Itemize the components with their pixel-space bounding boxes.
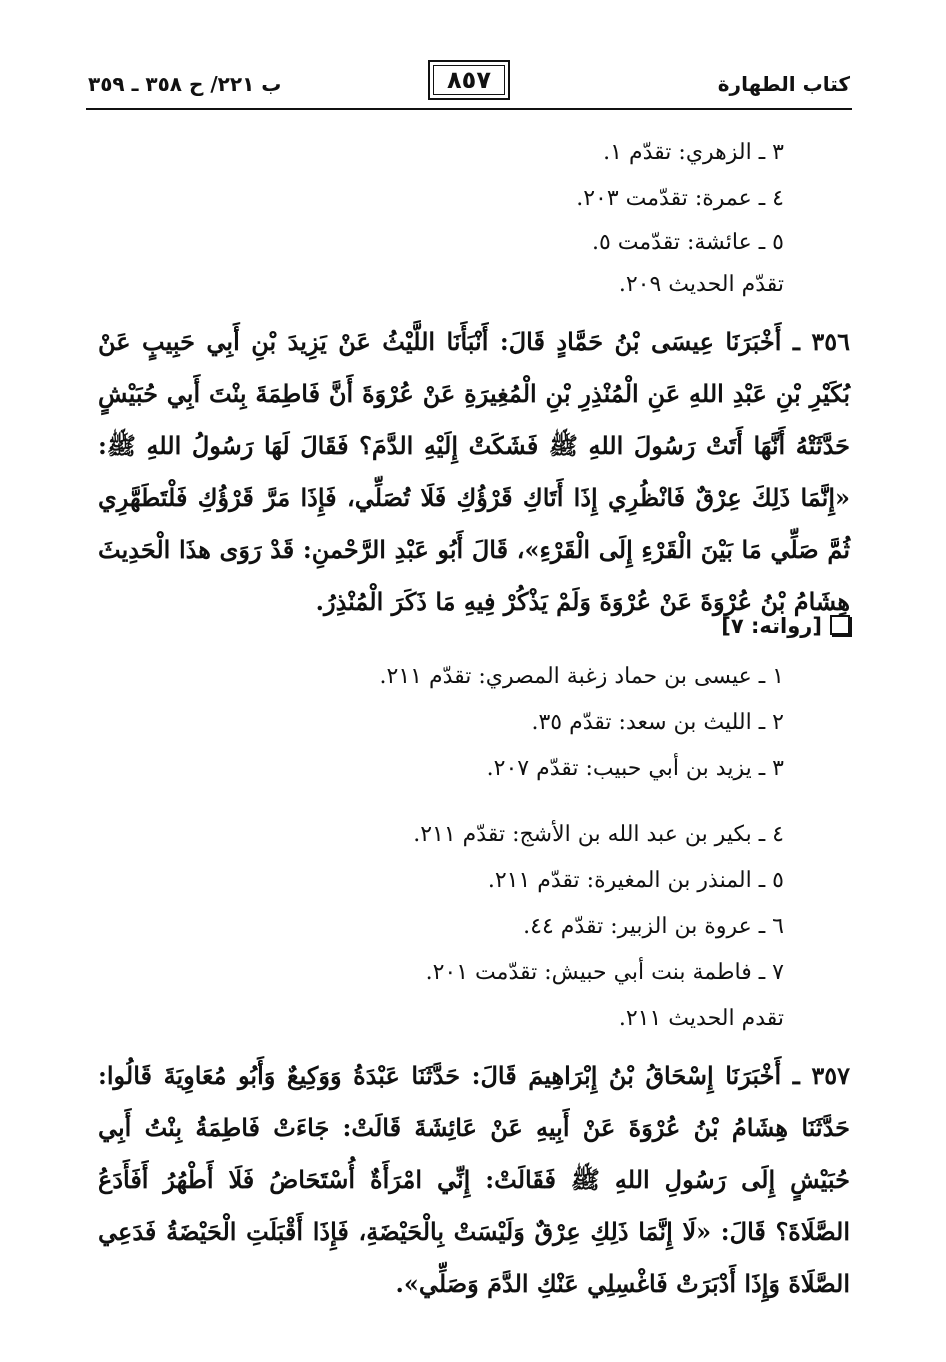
- list-item: ٣ ـ الزهري: تقدّم ١.: [603, 140, 784, 165]
- hadith-text: ـ أَخْبَرَنَا إِسْحَاقُ بْنُ إِبْرَاهِيمَ قَالَ: حَدَّثَنَا عَبْدَةُ وَوَكِيعٌ وَأَبُو مُعَاوِيَةَ قَالُوا: حَدَّثَنَا هِشَامُ بْنُ عُرْوَةَ عَنْ أَبِيهِ عَنْ عَائِشَةَ قَالَتْ: جَاءَتْ فَاطِمَةُ بِنْتُ أَبِي حُبَيْشٍ إِلَى رَسُولِ اللهِ ﷺ فَقَالَتْ: إِنِّي امْرَأَةٌ أُسْتَحَاضُ فَلَا أَطْهُرُ أَفَأَدَعُ الصَّلَاةَ؟ قَالَ: «لَا إِنَّمَا ذَلِكِ عِرْقٌ وَلَيْسَتْ بِالْحَيْضَةِ، فَإِذَا أَقْبَلَتِ الْحَيْضَةُ فَدَعِي الصَّلَاةَ وَإِذَا أَدْبَرَتْ فَاغْسِلِي عَنْكِ الدَّمَ وَصَلِّي».: [98, 1061, 850, 1298]
- hadith-number: ٣٥٧: [811, 1061, 850, 1090]
- narrator-item: ٤ ـ بكير بن عبد الله بن الأشج: تقدّم ٢١١.: [413, 822, 784, 847]
- book-title: كتاب الطهارة: [717, 72, 850, 96]
- narrators-heading: [721, 614, 850, 638]
- hadith-357: [98, 1050, 850, 1310]
- narrator-item: تقدم الحديث ٢١١.: [618, 1006, 784, 1031]
- list-item: ٥ ـ عائشة: تقدّمت ٥.: [591, 230, 784, 255]
- narrator-item: ٥ ـ المنذر بن المغيرة: تقدّم ٢١١.: [487, 868, 784, 893]
- narrator-item: ١ ـ عيسى بن حماد زغبة المصري: تقدّم ٢١١.: [379, 664, 784, 689]
- hadith-356: [98, 316, 850, 628]
- narrator-item: ٣ ـ يزيد بن أبي حبيب: تقدّم ٢٠٧.: [486, 756, 784, 781]
- hadith-text: ـ أَخْبَرَنَا عِيسَى بْنُ حَمَّادٍ قَالَ: أَنْبَأَنَا اللَّيْثُ عَنْ يَزِيدَ بْنِ أَبِي حَبِيبٍ عَنْ بُكَيْرِ بْنِ عَبْدِ اللهِ عَنِ الْمُنْذِرِ بْنِ الْمُغِيرَةِ عَنْ عُرْوَةَ أَنَّ فَاطِمَةَ بِنْتَ أَبِي حُبَيْشٍ حَدَّثَتْهُ أَنَّهَا أَتَتْ رَسُولَ اللهِ ﷺ فَشَكَتْ إِلَيْهِ الدَّمَ؟ فَقَالَ لَهَا رَسُولُ اللهِ ﷺ: «إِنَّمَا ذَلِكَ عِرْقٌ فَانْظُرِي إِذَا أَتَاكِ قَرْؤُكِ فَلَا تُصَلِّي، فَإِذَا مَرَّ قَرْؤُكِ فَلْتَطَهَّرِي ثُمَّ صَلِّي مَا بَيْنَ الْقَرْءِ إِلَى الْقَرْءِ»، قَالَ أَبُو عَبْدِ الرَّحْمنِ: قَدْ رَوَى هذَا الْحَدِيثَ هِشَامُ بْنُ عُرْوَةَ عَنْ عُرْوَةَ وَلَمْ يَذْكُرْ فِيهِ مَا ذَكَرَ الْمُنْذِرُ.: [98, 327, 851, 616]
- header-rule: [86, 108, 852, 110]
- checkbox-icon: [830, 615, 850, 635]
- page-number: ٨٥٧: [428, 60, 510, 100]
- list-item: ٤ ـ عمرة: تقدّمت ٢٠٣.: [576, 186, 784, 211]
- section-reference: ب ٢٢١/ ح ٣٥٨ ـ ٣٥٩: [88, 72, 282, 96]
- narrator-item: ٧ ـ فاطمة بنت أبي حبيش: تقدّمت ٢٠١.: [425, 960, 784, 985]
- narrator-item: ٢ ـ الليث بن سعد: تقدّم ٣٥.: [531, 710, 784, 735]
- hadith-number: ٣٥٦: [811, 327, 850, 356]
- narrator-item: ٦ ـ عروة بن الزبير: تقدّم ٤٤.: [523, 914, 784, 939]
- list-item: تقدّم الحديث ٢٠٩.: [618, 272, 784, 297]
- page-header: [88, 60, 850, 104]
- narrators-title: [رواته: ٧]: [721, 614, 822, 638]
